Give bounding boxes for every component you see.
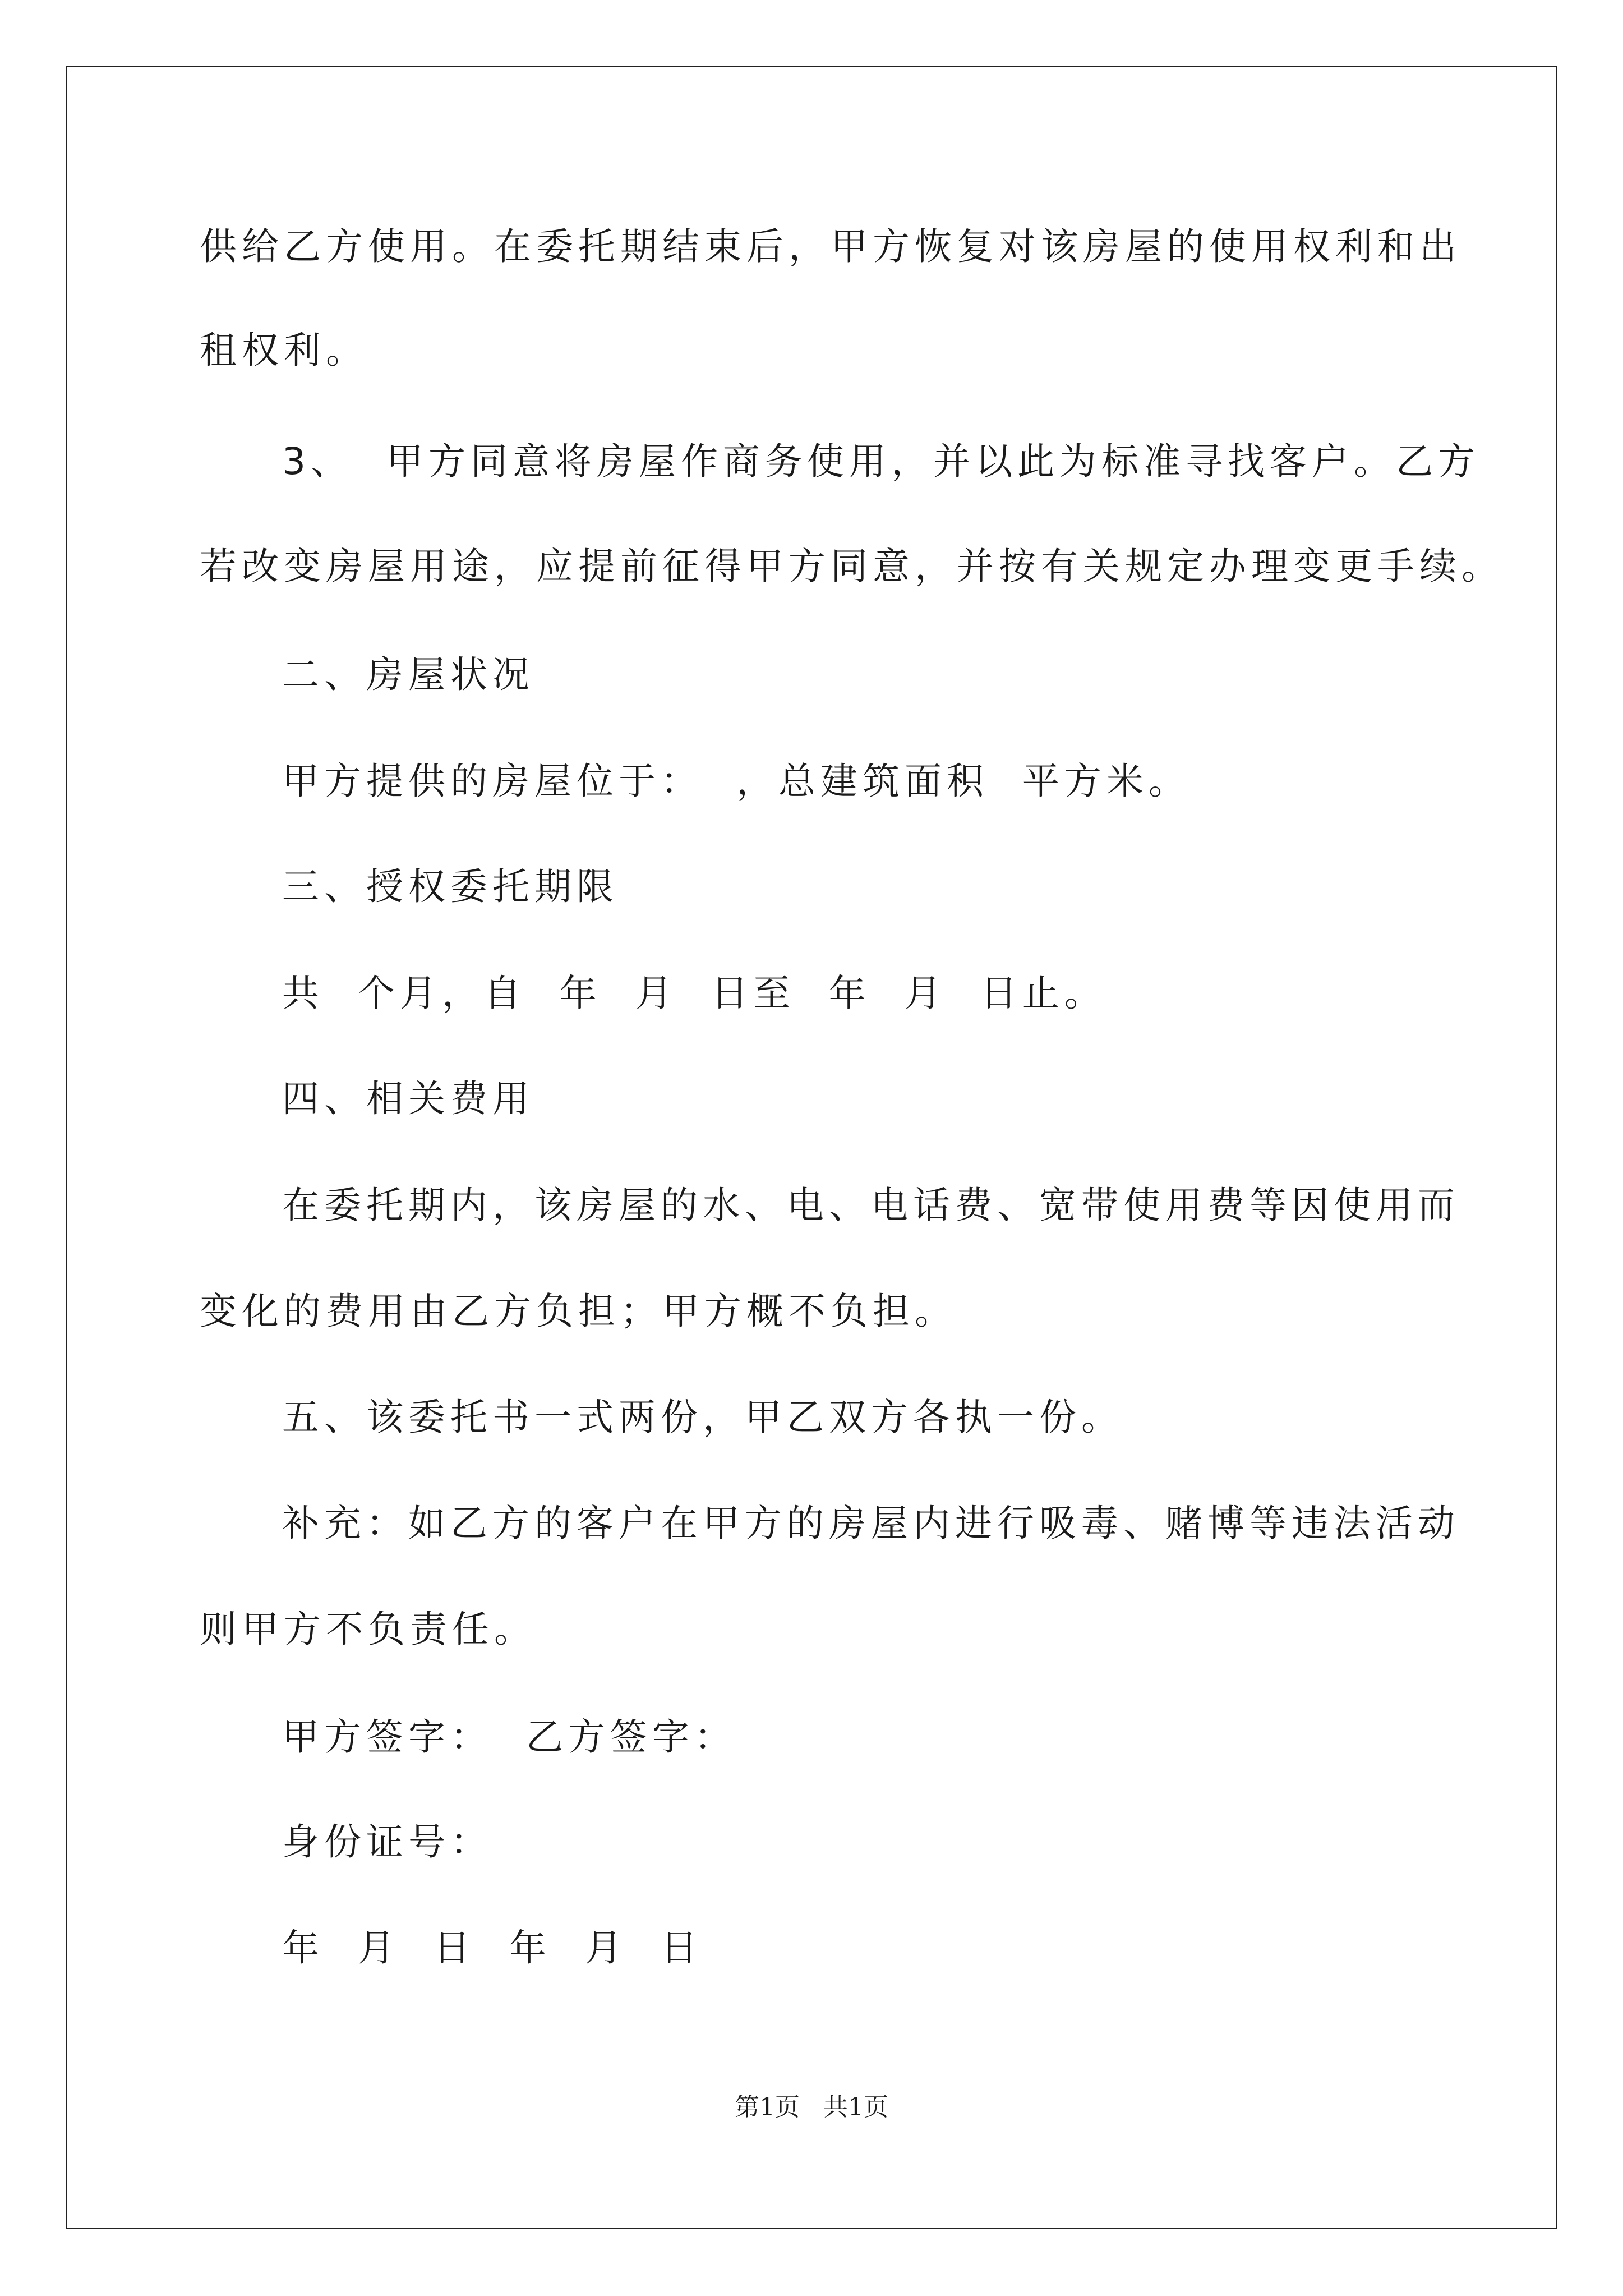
- body-line-numbered-3: 3、 甲方同意将房屋作商务使用，并以此为标准寻找客户。乙方: [282, 440, 1480, 483]
- page-border: [66, 66, 1557, 2229]
- body-line: 租权利。: [200, 329, 368, 372]
- date-line: 年 月 日 年 月 日: [282, 1926, 703, 1970]
- section-heading-4: 四、相关费用: [282, 1077, 534, 1120]
- body-line: 在委托期内，该房屋的水、电、电话费、宽带使用费等因使用而: [282, 1184, 1460, 1227]
- signature-line: 甲方签字： 乙方签字：: [282, 1715, 736, 1759]
- body-line: 供给乙方使用。在委托期结束后，甲方恢复对该房屋的使用权利和出: [200, 225, 1461, 268]
- section-heading-2: 二、房屋状况: [282, 653, 534, 696]
- supplement-line: 补充：如乙方的客户在甲方的房屋内进行吸毒、赌博等违法活动: [282, 1502, 1460, 1545]
- term-period-line: 共 个月，自 年 月 日至 年 月 日止。: [282, 972, 1106, 1015]
- body-line: 则甲方不负责任。: [200, 1608, 536, 1651]
- page-footer: 第1页 共1页: [735, 2093, 888, 2122]
- body-line: 若改变房屋用途，应提前征得甲方同意，并按有关规定办理变更手续。: [200, 545, 1504, 588]
- body-line: 变化的费用由乙方负担；甲方概不负担。: [200, 1290, 957, 1333]
- section-heading-5: 五、该委托书一式两份，甲乙双方各执一份。: [282, 1396, 1123, 1439]
- id-number-line: 身份证号：: [282, 1820, 492, 1864]
- property-location-line: 甲方提供的房屋位于： ，总建筑面积 平方米。: [282, 760, 1191, 803]
- section-heading-3: 三、授权委托期限: [282, 865, 619, 908]
